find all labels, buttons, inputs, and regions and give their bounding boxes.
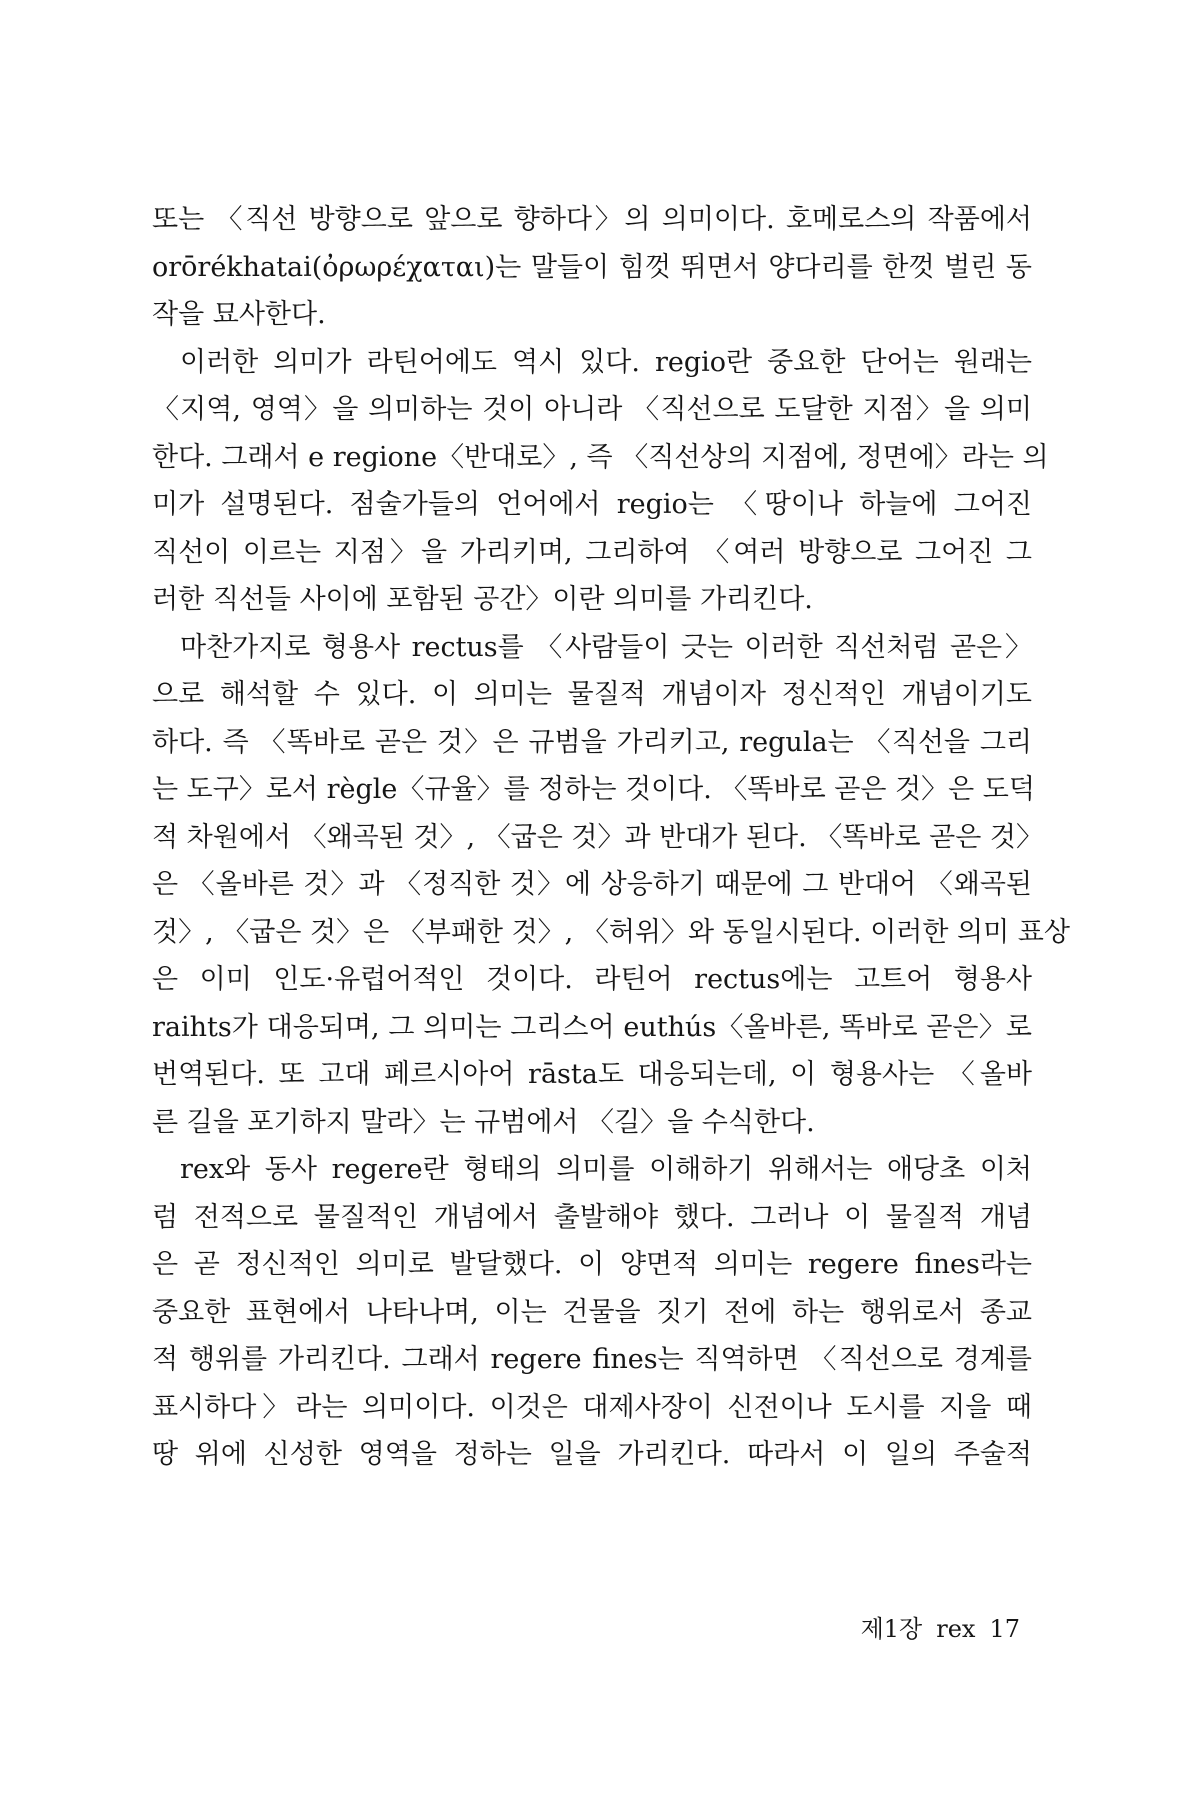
text-line: 또는 〈직선 방향으로 앞으로 향하다〉의 의미이다. 호메로스의 작품에서	[152, 204, 1032, 235]
text-line: 적 차원에서 〈왜곡된 것〉, 〈굽은 것〉과 반대가 된다. 〈똑바로 곧은 것〉	[152, 821, 1043, 853]
text-line: 중요한 표현에서 나타나며, 이는 건물을 짓기 전에 하는 행위로서 종교	[152, 1296, 1032, 1328]
page-number: 17	[989, 1615, 1020, 1643]
text-line: 마찬가지로 형용사 rectus를 〈사람들이 긋는 이러한 직선처럼 곧은〉	[180, 631, 1032, 663]
text-line: orōrékhatai(ὀρωρέχαται)는 말들이 힘껏 뛰면서 양다리를 한껏 벌린 동	[152, 251, 1032, 283]
text-line: 으로 해석할 수 있다. 이 의미는 물질적 개념이자 정신적인 개념이기도	[152, 679, 1032, 710]
text-line: 른 길을 포기하지 말라〉는 규범에서 〈길〉을 수식한다.	[152, 1106, 815, 1138]
text-line: 럼 전적으로 물질적인 개념에서 출발해야 했다. 그러나 이 물질적 개념	[152, 1201, 1032, 1233]
paragraph-1	[152, 196, 1032, 339]
text-line: 하다. 즉 〈똑바로 곧은 것〉은 규범을 가리키고, regula는 〈직선을 그리	[152, 726, 1032, 758]
text-line: 땅 위에 신성한 영역을 정하는 일을 가리킨다. 따라서 이 일의 주술적	[152, 1439, 1032, 1470]
text-line: 은 〈올바른 것〉과 〈정직한 것〉에 상응하기 때문에 그 반대어 〈왜곡된	[152, 869, 1032, 900]
text-line: 미가 설명된다. 점술가들의 언어에서 regio는 〈땅이나 하늘에 그어진	[152, 489, 1032, 520]
text-line: raihts가 대응되며, 그 의미는 그리스어 euthús〈올바른, 똑바로 곧은〉로	[152, 1011, 1032, 1043]
body-text	[152, 196, 1070, 1479]
paragraph-2	[152, 339, 1049, 624]
page-footer	[847, 1614, 1020, 1644]
paragraph-4	[152, 1146, 1032, 1479]
text-line: 적 행위를 가리킨다. 그래서 regere fines는 직역하면 〈직선으로 경계를	[152, 1344, 1032, 1375]
text-line: 는 도구〉로서 règle〈규율〉를 정하는 것이다. 〈똑바로 곧은 것〉은 도덕	[152, 774, 1035, 805]
text-line: 이러한 의미가 라틴어에도 역시 있다. regio란 중요한 단어는 원래는	[180, 346, 1032, 378]
text-line: rex와 동사 regere란 형태의 의미를 이해하기 위해서는 애당초 이처	[180, 1154, 1032, 1185]
chapter-title: rex	[936, 1615, 976, 1643]
text-line: 〈지역, 영역〉을 의미하는 것이 아니라 〈직선으로 도달한 지점〉을 의미	[152, 394, 1032, 425]
text-line: 것〉, 〈굽은 것〉은 〈부패한 것〉, 〈허위〉와 동일시된다. 이러한 의미 표상	[152, 916, 1070, 948]
chapter-label: 제1장	[860, 1615, 923, 1643]
text-line: 번역된다. 또 고대 페르시아어 rāsta도 대응되는데, 이 형용사는 〈올바	[152, 1059, 1032, 1090]
text-line: 은 이미 인도·유럽어적인 것이다. 라틴어 rectus에는 고트어 형용사	[152, 964, 1032, 995]
paragraph-3	[152, 624, 1070, 1147]
text-line: 은 곧 정신적인 의미로 발달했다. 이 양면적 의미는 regere fines라는	[152, 1249, 1032, 1280]
text-line: 직선이 이르는 지점〉을 가리키며, 그리하여 〈여러 방향으로 그어진 그	[152, 536, 1032, 568]
text-line: 표시하다〉라는 의미이다. 이것은 대제사장이 신전이나 도시를 지을 때	[152, 1391, 1032, 1423]
text-line: 한다. 그래서 e regione〈반대로〉, 즉 〈직선상의 지점에, 정면에〉라는 의	[152, 441, 1049, 473]
text-line: 러한 직선들 사이에 포함된 공간〉이란 의미를 가리킨다.	[152, 584, 813, 615]
text-line: 작을 묘사한다.	[152, 299, 326, 330]
